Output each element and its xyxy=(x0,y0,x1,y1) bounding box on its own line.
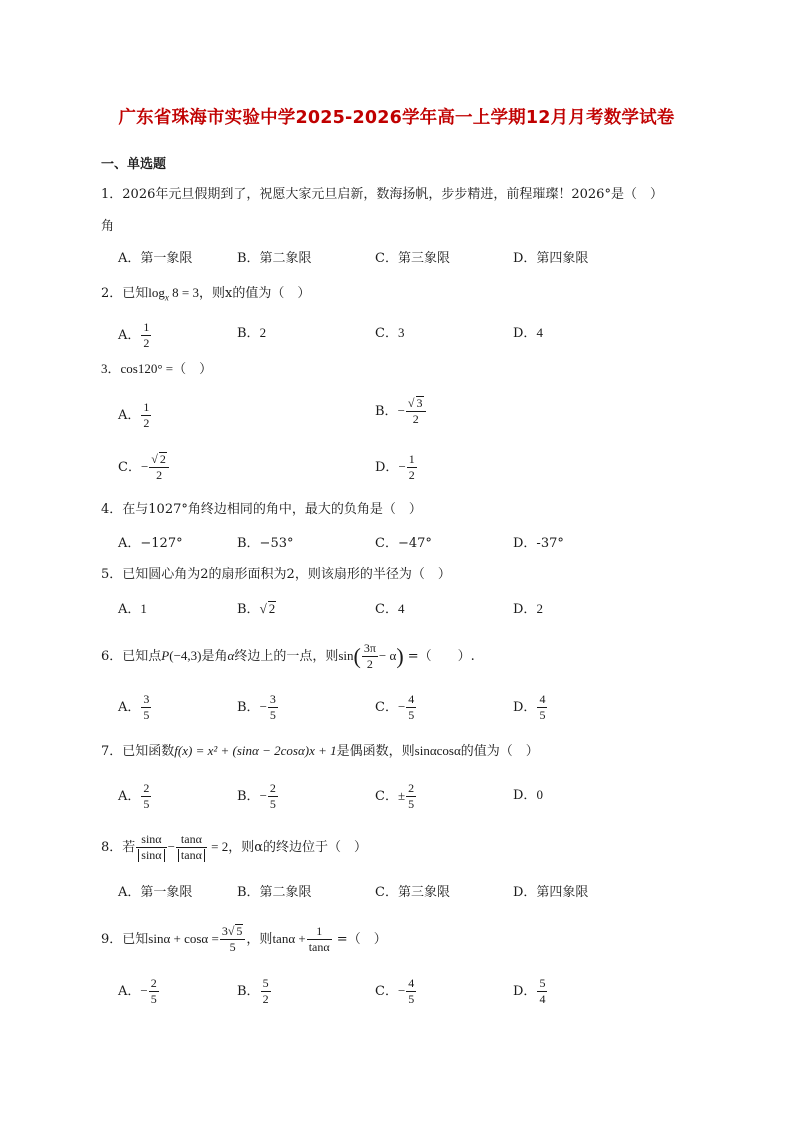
log-expression: $\log_x 8 = 3$ xyxy=(148,285,199,303)
question-8-text: 8．若 $\frac{\sin\alpha}{\sin\alpha}$ − $\frac{\tan\alpha}{\tan\alpha}$ = 2，则α的终边位于（ ） xyxy=(101,832,367,862)
question-5-option-a[interactable]: A．1 xyxy=(118,601,147,617)
question-9-option-a[interactable]: A．− $\frac{2}{5}$ xyxy=(118,976,157,1006)
question-1-option-c[interactable]: C．第三象限 xyxy=(375,251,450,266)
question-5-text: 5．已知圆心角为2的扇形面积为2，则该扇形的半径为（ ） xyxy=(101,567,451,582)
question-7-option-a[interactable]: A． $\frac{2}{5}$ xyxy=(118,781,150,811)
question-6-option-c[interactable]: C．− $\frac{4}{5}$ xyxy=(375,692,415,722)
question-4-text: 4．在与1027°角终边相同的角中，最大的负角是（ ） xyxy=(101,502,422,517)
question-9-option-b[interactable]: B． $\frac{5}{2}$ xyxy=(237,976,269,1006)
question-4-option-d[interactable]: D．-37° xyxy=(513,536,564,551)
question-6-option-a[interactable]: A． $\frac{3}{5}$ xyxy=(118,692,150,722)
question-1-text: 1．2026年元旦假期到了，祝愿大家元旦启新，数海扬帆，步步精进，前程璀璨！2026°是（ ） xyxy=(101,187,663,202)
question-3-option-c[interactable]: C．− $\frac{√ 2}{2}$ xyxy=(118,452,170,483)
question-4-option-a[interactable]: A．−127° xyxy=(118,536,183,551)
question-9-text: 9．已知sinα + cosα = $\frac{3√ 5}{5}$ ，则tanα + $\frac{1}{\tan\alpha}$ =（ ） xyxy=(101,924,387,954)
question-4-option-b[interactable]: B．−53° xyxy=(237,536,294,551)
question-2-text: 2．已知$\log_x 8 = 3$，则x的值为（ ） xyxy=(101,285,311,303)
question-9-option-d[interactable]: D． $\frac{5}{4}$ xyxy=(513,976,546,1006)
question-2-option-b[interactable]: B．2 xyxy=(237,325,267,341)
question-8-option-d[interactable]: D．第四象限 xyxy=(513,885,589,900)
question-5-option-c[interactable]: C．4 xyxy=(375,601,405,617)
question-5-option-b[interactable]: B．√ 2 xyxy=(237,601,276,617)
question-1-option-b[interactable]: B．第二象限 xyxy=(237,251,312,266)
question-5-option-d[interactable]: D．2 xyxy=(513,601,543,617)
question-8-option-b[interactable]: B．第二象限 xyxy=(237,885,312,900)
question-6-option-d[interactable]: D． $\frac{4}{5}$ xyxy=(513,692,546,722)
question-9-option-c[interactable]: C．− $\frac{4}{5}$ xyxy=(375,976,415,1006)
function-expression: f(x) = x² + (sinα − 2cosα)x + 1 xyxy=(174,743,337,758)
question-3-option-d[interactable]: D．− $\frac{1}{2}$ xyxy=(375,452,415,482)
question-7-option-d[interactable]: D．0 xyxy=(513,787,543,803)
question-7-option-c[interactable]: C．± $\frac{2}{5}$ xyxy=(375,781,415,811)
section-heading: 一、单选题 xyxy=(101,157,167,172)
question-8-option-c[interactable]: C．第三象限 xyxy=(375,885,450,900)
question-2-option-a[interactable]: A． $\frac{1}{2}$ xyxy=(118,320,150,350)
question-6-option-b[interactable]: B．− $\frac{3}{5}$ xyxy=(237,692,276,722)
question-6-text: 6．已知点P(−4,3)是角α终边上的一点，则sin( $\frac{3\pi}{2}$ − α) =（ ）. xyxy=(101,641,475,671)
question-7-option-b[interactable]: B．− $\frac{2}{5}$ xyxy=(237,781,276,811)
exam-title: 广东省珠海市实验中学2025-2026学年高一上学期12月月考数学试卷 xyxy=(118,108,675,128)
question-3-option-b[interactable]: B．− $\frac{√ 3}{2}$ xyxy=(375,396,427,427)
question-2-option-c[interactable]: C．3 xyxy=(375,325,405,341)
question-1-continuation: 角 xyxy=(101,219,115,234)
question-7-text: 7．已知函数f(x) = x² + (sinα − 2cosα)x + 1是偶函数，则sinαcosα的值为（ ） xyxy=(101,743,539,759)
question-1-option-a[interactable]: A．第一象限 xyxy=(118,251,193,266)
question-1-option-d[interactable]: D．第四象限 xyxy=(513,251,589,266)
question-2-option-d[interactable]: D．4 xyxy=(513,325,543,341)
question-4-option-c[interactable]: C．−47° xyxy=(375,536,432,551)
question-3-option-a[interactable]: A． $\frac{1}{2}$ xyxy=(118,400,150,430)
question-8-option-a[interactable]: A．第一象限 xyxy=(118,885,193,900)
question-3-text: 3．cos120° =（ ） xyxy=(101,361,213,376)
